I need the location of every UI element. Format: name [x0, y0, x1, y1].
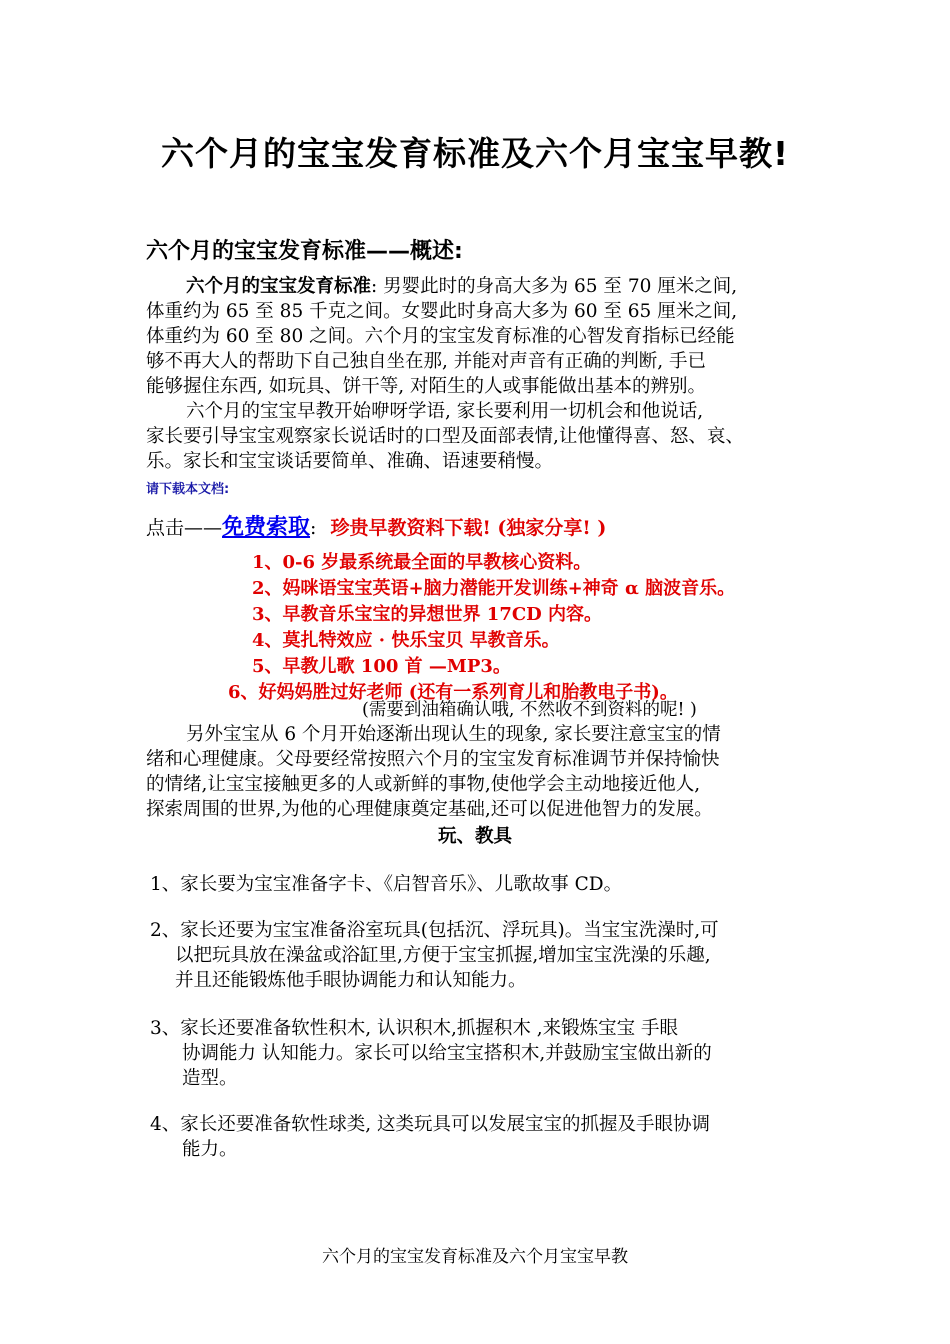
overview-lead: 六个月的宝宝发育标准 [186, 276, 372, 297]
overview-line-2: 体重约为 65 至 85 千克之间。女婴此时身高大多为 60 至 65 厘米之间, [146, 301, 738, 322]
resource-item: 1、0-6 岁最系统最全面的早教核心资料。 [252, 552, 592, 573]
email-note: (需要到油箱确认哦, 不然收不到资料的呢! ) [362, 700, 697, 720]
resource-item: 2、妈咪语宝宝英语+脑力潜能开发训练+神奇 α 脑波音乐。 [252, 578, 736, 599]
section-heading: 六个月的宝宝发育标准——概述: [146, 239, 463, 264]
extra-para-line-3: 的情绪,让宝宝接触更多的人或新鲜的事物,使他学会主动地接近他人, [146, 774, 701, 795]
resource-item: 4、莫扎特效应 · 快乐宝贝 早教音乐。 [252, 630, 560, 651]
resource-item: 3、早教音乐宝宝的异想世界 17CD 内容。 [252, 604, 603, 625]
toy-item-4-line-1: 4、家长还要准备软性球类, 这类玩具可以发展宝宝的抓握及手眼协调 [150, 1114, 711, 1135]
resource-download-text: 珍贵早教资料下载! (独家分享! ) [330, 517, 607, 539]
toys-heading: 玩、教具 [437, 826, 512, 847]
toy-item-3-line-1: 3、家长还要准备软性积木, 认识积木,抓握积木 ,来锻炼宝宝 手眼 [150, 1018, 679, 1039]
toy-item-2-line-1: 2、家长还要为宝宝准备浴室玩具(包括沉、浮玩具)。当宝宝洗澡时,可 [150, 920, 719, 941]
download-note: 请下载本文档: [146, 482, 230, 497]
overview-line-5: 能够握住东西, 如玩具、饼干等, 对陌生的人或事能做出基本的辨别。 [146, 376, 707, 397]
extra-para-line-1: 另外宝宝从 6 个月开始逐渐出现认生的现象, 家长要注意宝宝的情 [186, 724, 721, 745]
page-footer: 六个月的宝宝发育标准及六个月宝宝早教 [322, 1247, 628, 1267]
free-request-line [146, 510, 606, 541]
click-prefix: 点击—— [146, 517, 223, 539]
resource-item: 5、早教儿歌 100 首 —MP3。 [252, 656, 511, 677]
toy-item-1: 1、家长要为宝宝准备字卡、《启智音乐》、儿歌故事 CD。 [150, 874, 623, 895]
extra-para-line-4: 探索周围的世界,为他的心理健康奠定基础,还可以促进他智力的发展。 [146, 799, 713, 820]
resource-item: 6、好妈妈胜过好老师 (还有一系列育儿和胎教电子书)。 [228, 682, 678, 703]
overview-line-3: 体重约为 60 至 80 之间。六个月的宝宝发育标准的心智发育指标已经能 [146, 326, 735, 347]
overview-line-7: 家长要引导宝宝观察家长说话时的口型及面部表情,让他懂得喜、怒、哀、 [146, 426, 744, 447]
toy-item-2-line-3: 并且还能锻炼他手眼协调能力和认知能力。 [175, 970, 527, 991]
page-title: 六个月的宝宝发育标准及六个月宝宝早教! [160, 134, 790, 173]
toy-item-2-line-2: 以把玩具放在澡盆或浴缸里,方便于宝宝抓握,增加宝宝洗澡的乐趣, [175, 945, 711, 966]
overview-line-1: 六个月的宝宝发育标准: 男婴此时的身高大多为 65 至 70 厘米之间, [186, 276, 738, 297]
overview-line-8: 乐。家长和宝宝谈话要简单、准确、语速要稍慢。 [146, 451, 554, 472]
extra-para-line-2: 绪和心理健康。父母要经常按照六个月的宝宝发育标准调节并保持愉快 [146, 749, 720, 770]
free-request-link[interactable]: 免费索取 [222, 514, 311, 540]
toy-item-3-line-3: 造型。 [182, 1068, 238, 1089]
toy-item-4-line-2: 能力。 [182, 1139, 238, 1160]
overview-line-6: 六个月的宝宝早教开始咿呀学语, 家长要利用一切机会和他说话, [186, 401, 704, 422]
toy-item-3-line-2: 协调能力 认知能力。家长可以给宝宝搭积木,并鼓励宝宝做出新的 [182, 1043, 712, 1064]
overview-line-4: 够不再大人的帮助下自己独自坐在那, 并能对声音有正确的判断, 手已 [146, 351, 707, 372]
click-colon: : [310, 517, 317, 539]
